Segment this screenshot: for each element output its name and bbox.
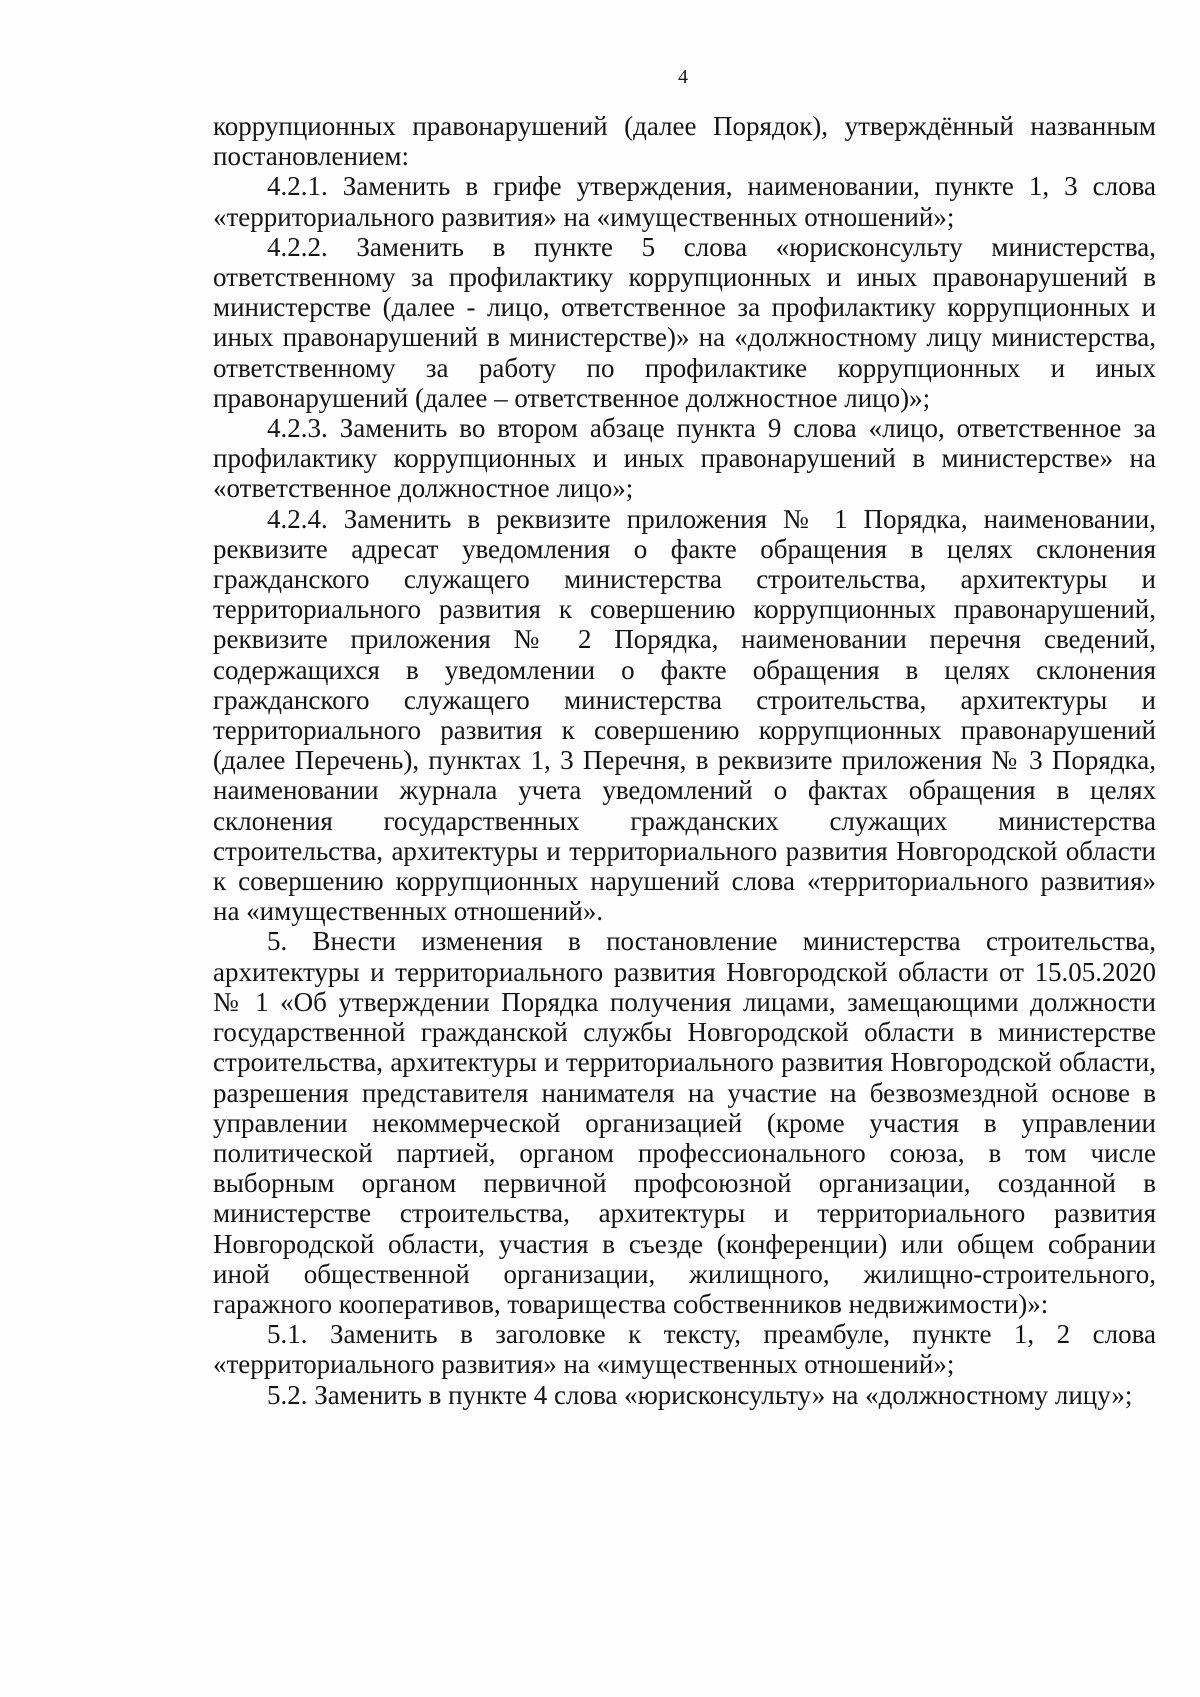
paragraph-5: 5. Внести изменения в постановление министерства строительства, архитектуры и территориального развития Новгородской области от 15.05.2020 № 1 «Об утверждении Порядка получения лицами, замещающими должности государственной гражданской службы Новгородской области в министерстве строительства, архитектуры и территориального развития Новгородской области, разрешения представителя нанимателя на участие на безвозмездной основе в управлении некоммерческой организацией (кроме участия в управлении политической партией, органом профессионального союза, в том числе выборным органом первичной профсоюзной организации, созданной в министерстве строительства, архитектуры и территориального развития Новгородской области, участия в съезде (конференции) или общем собрании иной общественной организации, жилищного, жилищно-строительного, гаражного кооперативов, товарищества собственников недвижимости)»:	[213, 926, 1156, 1319]
paragraph-4-2-1: 4.2.1. Заменить в грифе утверждения, наименовании, пункте 1, 3 слова «территориального развития» на «имущественных отношений»;	[213, 171, 1156, 232]
document-body	[213, 111, 1156, 1410]
page-number: 4	[678, 66, 688, 88]
paragraph-5-2: 5.2. Заменить в пункте 4 слова «юрисконсульту» на «должностному лицу»;	[267, 1379, 1133, 1410]
paragraph-4-2-3: 4.2.3. Заменить во втором абзаце пункта 9 слова «лицо, ответственное за профилактику коррупционных и иных правонарушений в министерстве» на «ответственное должностное лицо»;	[213, 413, 1156, 504]
paragraph-4-2-4: 4.2.4. Заменить в реквизите приложения № 1 Порядка, наименовании, реквизите адресат уведомления о факте обращения в целях склонения гражданского служащего министерства строительства, архитектуры и территориального развития к совершению коррупционных правонарушений, реквизите приложения № 2 Порядка, наименовании перечня сведений, содержащихся в уведомлении о факте обращения в целях склонения гражданского служащего министерства строительства, архитектуры и территориального развития к совершению коррупционных правонарушений (далее Перечень), пунктах 1, 3 Перечня, в реквизите приложения № 3 Порядка, наименовании журнала учета уведомлений о фактах обращения в целях склонения государственных гражданских служащих министерства строительства, архитектуры и территориального развития Новгородской области к совершению коррупционных нарушений слова «территориального развития» на «имущественных отношений».	[213, 503, 1156, 927]
paragraph-5-1: 5.1. Заменить в заголовке к тексту, преамбуле, пункте 1, 2 слова «территориального развития» на «имущественных отношений»;	[213, 1319, 1156, 1380]
paragraph-4-2-2: 4.2.2. Заменить в пункте 5 слова «юрисконсульту министерства, ответственному за профилактику коррупционных и иных правонарушений в министерстве (далее - лицо, ответственное за профилактику коррупционных и иных правонарушений в министерстве)» на «должностному лицу министерства, ответственному за работу по профилактике коррупционных и иных правонарушений (далее – ответственное должностное лицо)»;	[213, 231, 1156, 413]
paragraph-continuation: коррупционных правонарушений (далее Порядок), утверждённый названным постановлением:	[213, 111, 1156, 172]
